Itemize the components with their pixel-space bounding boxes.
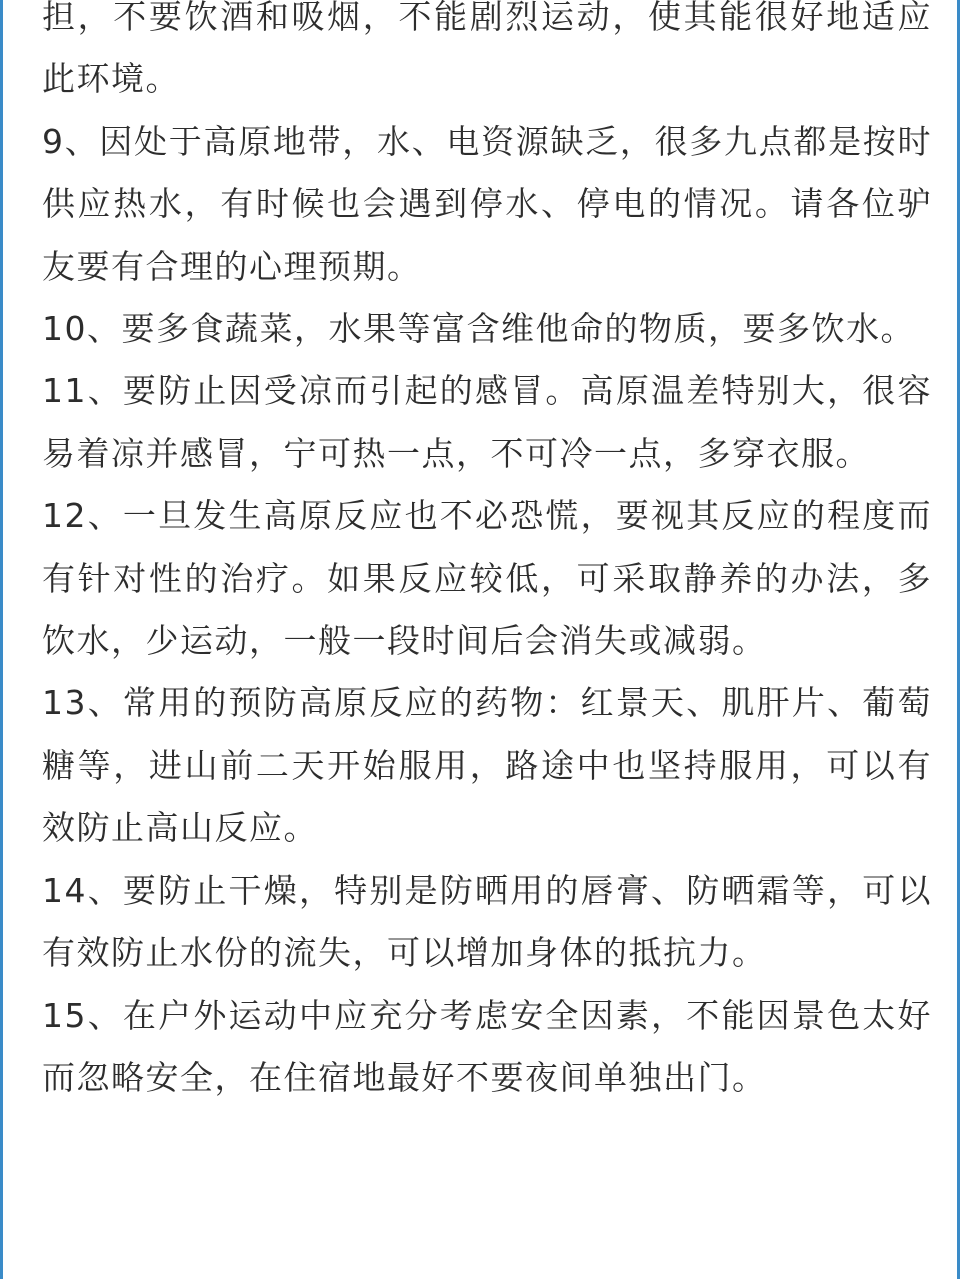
paragraph-item-9: 9、因处于高原地带，水、电资源缺乏，很多九点都是按时供应热水，有时候也会遇到停水、停电的情况。请各位驴友要有合理的心理预期。 [42, 121, 932, 286]
paragraph-item-14: 14、要防止干燥，特别是防晒用的唇膏、防晒霜等，可以有效防止水份的流失，可以增加身体的抵抗力。 [42, 870, 932, 973]
paragraph-item-12: 12、一旦发生高原反应也不必恐慌，要视其反应的程度而有针对性的治疗。如果反应较低，可采取静养的办法，多饮水，少运动，一般一段时间后会消失或减弱。 [42, 496, 932, 661]
paragraph-item-10: 10、要多食蔬菜，水果等富含维他命的物质，要多饮水。 [42, 309, 915, 349]
paragraph-item-11: 11、要防止因受凉而引起的感冒。高原温差特别大，很容易着凉并感冒，宁可热一点，不可冷一点，多穿衣服。 [42, 371, 932, 473]
paragraph-item-15: 15、在户外运动中应充分考虑安全因素，不能因景色太好而忽略安全，在住宿地最好不要夜间单独出门。 [42, 995, 932, 1097]
paragraph-tail-8: 担，不要饮酒和吸烟，不能剧烈运动，使其能很好地适应此环境。 [42, 0, 932, 99]
article-body [42, 0, 932, 1109]
paragraph-item-13: 13、常用的预防高原反应的药物：红景天、肌肝片、葡萄糖等，进山前二天开始服用，路途中也坚持服用，可以有效防止高山反应。 [42, 683, 932, 848]
